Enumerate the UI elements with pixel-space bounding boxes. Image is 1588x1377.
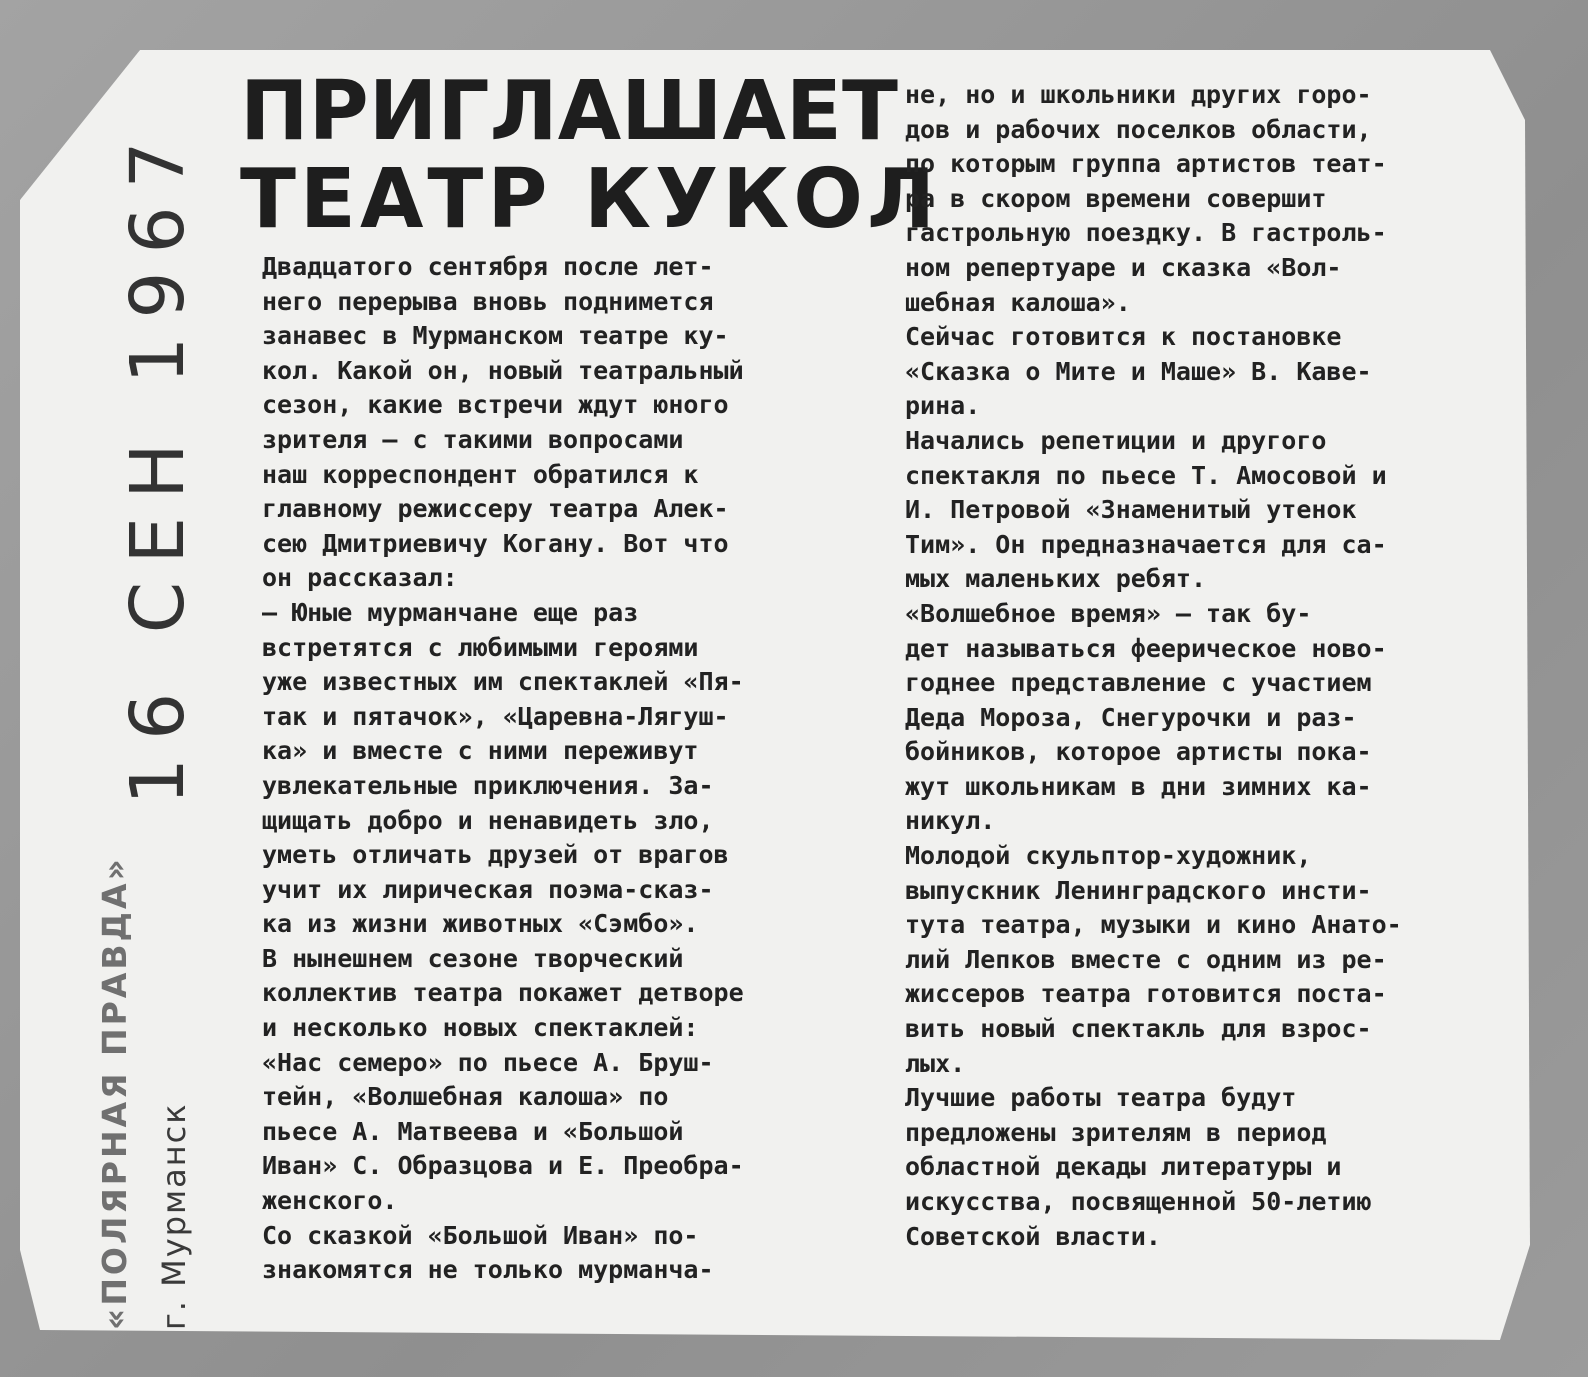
city-stamp: г. Мурманск — [155, 1102, 193, 1330]
headline-line-2: ТЕАТР КУКОЛ — [240, 152, 940, 247]
article-text-line: — Юные мурманчане еще раз — [262, 597, 639, 627]
article-text-line: ра в скором времени совершит — [905, 183, 1327, 213]
article-text-line: уметь отличать друзей от врагов — [262, 840, 729, 870]
article-text-line: лий Лепков вместе с одним из ре- — [905, 944, 1387, 974]
article-text-line: Молодой скульптор-художник, — [905, 841, 1312, 871]
article-text-line: тута театра, музыки и кино Анато- — [905, 910, 1402, 940]
article-text-line: не, но и школьники других горо- — [905, 80, 1372, 109]
article-text-line: сезон, какие встречи ждут юного — [262, 390, 729, 420]
article-text-line: знакомятся не только мурманча- — [262, 1255, 714, 1285]
article-text-line: «Нас семеро» по пьесе А. Бруш- — [262, 1047, 714, 1077]
article-text-line: Лучшие работы театра будут — [905, 1083, 1297, 1113]
article-text-line: увлекательные приключения. За- — [262, 770, 714, 800]
headline-line-1: ПРИГЛАШАЕТ — [240, 64, 898, 159]
article-text-line: Со сказкой «Большой Иван» по- — [262, 1220, 699, 1250]
article-text-line: коллектив театра покажет детворе — [262, 978, 744, 1008]
article-text-line: рина. — [905, 391, 981, 421]
article-text-line: него перерыва вновь поднимется — [262, 286, 714, 316]
article-text-line: Иван» С. Образцова и Е. Преобра- — [262, 1151, 744, 1181]
article-text-line: Двадцатого сентября после лет- — [262, 252, 714, 281]
article-text-line: тейн, «Волшебная калоша» по — [262, 1082, 669, 1112]
article-text-line: Сейчас готовится к постановке — [905, 322, 1342, 352]
article-text-line: щищать добро и ненавидеть зло, — [262, 805, 714, 835]
article-text-line: областной декады литературы и — [905, 1152, 1342, 1182]
article-text-line: вить новый спектакль для взрос- — [905, 1014, 1372, 1044]
article-text-line: ка из жизни животных «Сэмбо». — [262, 909, 699, 939]
article-text-line: пьесе А. Матвеева и «Большой — [262, 1116, 684, 1146]
article-text-line: Начались репетиции и другого — [905, 425, 1327, 455]
date-stamp: 16 СЕН 1967 — [115, 123, 201, 805]
article-text-line: предложены зрителям в период — [905, 1117, 1327, 1147]
article-text-line: учит их лирическая поэма-сказ- — [262, 874, 714, 904]
article-text-line: занавес в Мурманском театре ку- — [262, 321, 729, 351]
article-text-line: дов и рабочих поселков области, — [905, 114, 1372, 144]
article-text-line: сею Дмитриевичу Когану. Вот что — [262, 528, 729, 558]
article-text-line: И. Петровой «Знаменитый утенок — [905, 495, 1357, 525]
article-text-line: женского. — [262, 1186, 398, 1216]
article-text-line: бойников, которое артисты пока- — [905, 737, 1372, 767]
article-text-line: уже известных им спектаклей «Пя- — [262, 667, 744, 697]
article-text-line: ка» и вместе с ними переживут — [262, 736, 699, 766]
article-text-line: дет называться феерическое ново- — [905, 633, 1387, 663]
article-text-line: жиссеров театра готовится поста- — [905, 979, 1387, 1009]
article-text-line: мых маленьких ребят. — [905, 564, 1207, 594]
article-text-line: В нынешнем сезоне творческий — [262, 943, 684, 973]
article-text-line: Советской власти. — [905, 1221, 1161, 1251]
article-text-line: ном репертуаре и сказка «Вол- — [905, 252, 1342, 282]
article-text-line: лых. — [905, 1048, 966, 1078]
newspaper-name-stamp: «ПОЛЯРНАЯ ПРАВДА» — [95, 856, 134, 1330]
article-right-column — [905, 78, 1505, 1254]
article-text-line: искусства, посвященной 50-летию — [905, 1187, 1372, 1216]
article-text-line: наш корреспондент обратился к — [262, 459, 699, 489]
article-text-line: Тим». Он предназначается для са- — [905, 529, 1387, 559]
article-text-line: по которым группа артистов теат- — [905, 149, 1387, 179]
article-text-line: главному режиссеру театра Алек- — [262, 494, 729, 524]
article-text-line: так и пятачок», «Царевна-Лягуш- — [262, 701, 729, 731]
article-text-line: спектакля по пьесе Т. Амосовой и — [905, 460, 1387, 490]
article-text-line: шебная калоша». — [905, 287, 1131, 317]
article-left-column — [262, 250, 862, 1288]
article-text-line: гастрольную поездку. В гастроль- — [905, 218, 1387, 248]
article-text-line: «Сказка о Мите и Маше» В. Каве- — [905, 356, 1372, 386]
article-text-line: встретятся с любимыми героями — [262, 632, 699, 662]
article-text-line: никул. — [905, 806, 996, 836]
article-text-line: он рассказал: — [262, 563, 458, 593]
article-text-line: кол. Какой он, новый театральный — [262, 355, 744, 385]
article-text-line: и несколько новых спектаклей: — [262, 1013, 699, 1043]
article-text-line: Деда Мороза, Снегурочки и раз- — [905, 702, 1357, 732]
article-text-line: жут школьникам в дни зимних ка- — [905, 771, 1372, 801]
article-text-line: годнее представление с участием — [905, 668, 1372, 698]
article-headline — [240, 64, 940, 247]
article-text-line: зрителя — с такими вопросами — [262, 424, 684, 454]
article-text-line: «Волшебное время» — так бу- — [905, 598, 1312, 628]
article-text-line: выпускник Ленинградского инсти- — [905, 875, 1372, 905]
